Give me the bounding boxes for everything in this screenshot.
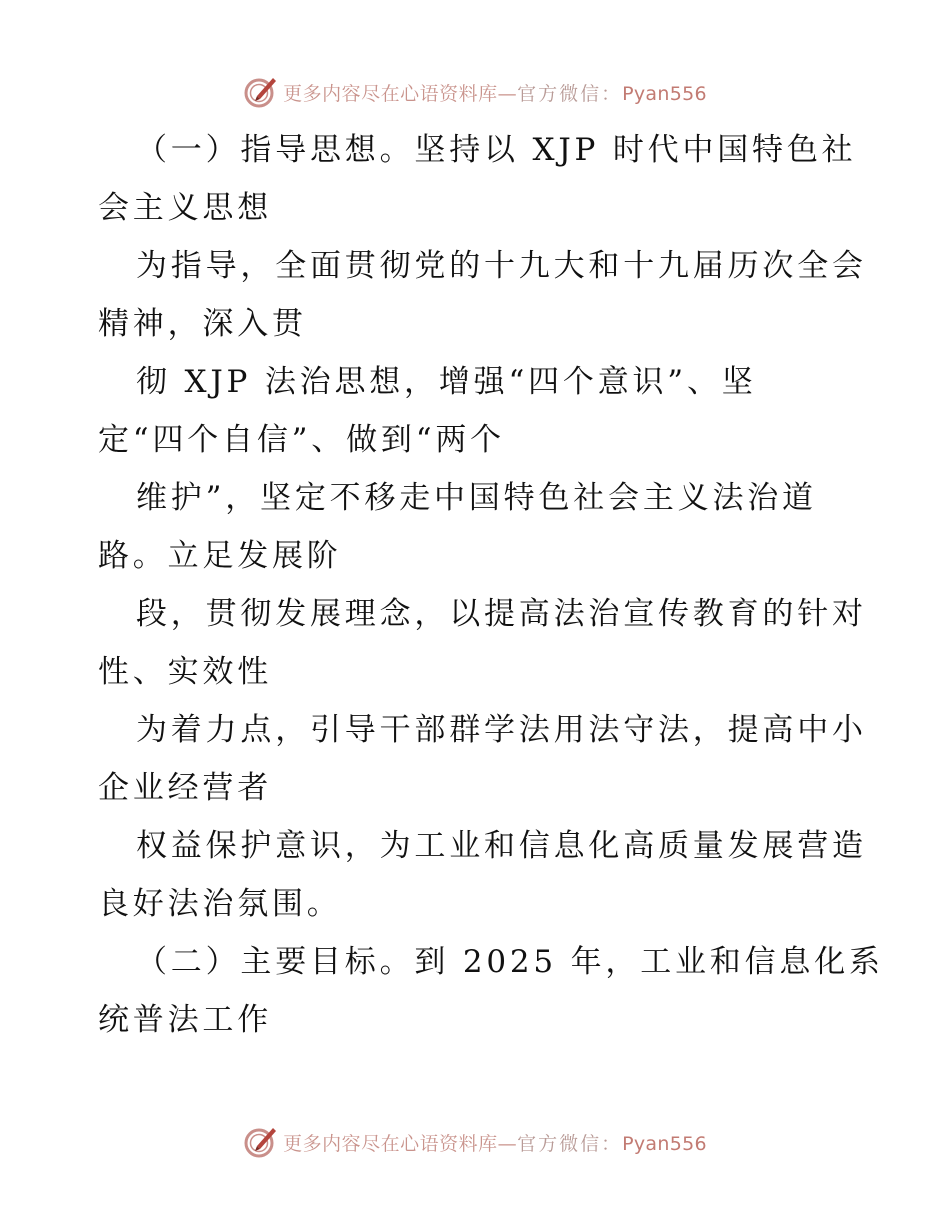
pen-logo-icon [243, 1124, 279, 1160]
watermark-wechat-id: Pyan556 [622, 1132, 707, 1155]
document-body [98, 121, 888, 1049]
text-line: 维护”，坚定不移走中国特色社会主义法治道 [136, 480, 817, 516]
text-line: 精神，深入贯 [98, 306, 307, 342]
text-line: 良好法治氛围。 [98, 886, 342, 922]
watermark-dash: — [497, 1132, 518, 1155]
watermark-site: 更多内容尽在心语资料库 [283, 1132, 498, 1155]
text-line: 企业经营者 [98, 770, 272, 806]
header-watermark [0, 72, 950, 112]
text-line: 会主义思想 [98, 190, 272, 226]
text-line: 路。立足发展阶 [98, 538, 342, 574]
watermark-wechat-label: 官方微信： [517, 1132, 623, 1155]
watermark-wechat-label: 官方微信： [517, 82, 623, 105]
watermark-dash: — [497, 82, 518, 105]
text-line: 彻 XJP 法治思想，增强“四个意识”、坚 [136, 364, 757, 400]
watermark-wechat-id: Pyan556 [622, 82, 707, 105]
text-line: 性、实效性 [98, 654, 272, 690]
watermark-site: 更多内容尽在心语资料库 [283, 82, 498, 105]
footer-watermark [0, 1122, 950, 1162]
text-line: 为着力点，引导干部群学法用法守法，提高中小 [136, 712, 867, 748]
text-line: 为指导，全面贯彻党的十九大和十九届历次全会 [136, 248, 867, 284]
pen-logo-icon [243, 74, 279, 110]
text-line: 段，贯彻发展理念，以提高法治宣传教育的针对 [136, 596, 867, 632]
watermark-text [283, 79, 707, 106]
watermark-text [283, 1129, 707, 1156]
text-line: 统普法工作 [98, 1002, 272, 1038]
text-line: 定“四个自信”、做到“两个 [98, 422, 505, 458]
text-line: （二）主要目标。到 2025 年，工业和信息化系 [136, 944, 884, 980]
text-line: （一）指导思想。坚持以 XJP 时代中国特色社 [136, 132, 857, 168]
text-line: 权益保护意识，为工业和信息化高质量发展营造 [136, 828, 867, 864]
